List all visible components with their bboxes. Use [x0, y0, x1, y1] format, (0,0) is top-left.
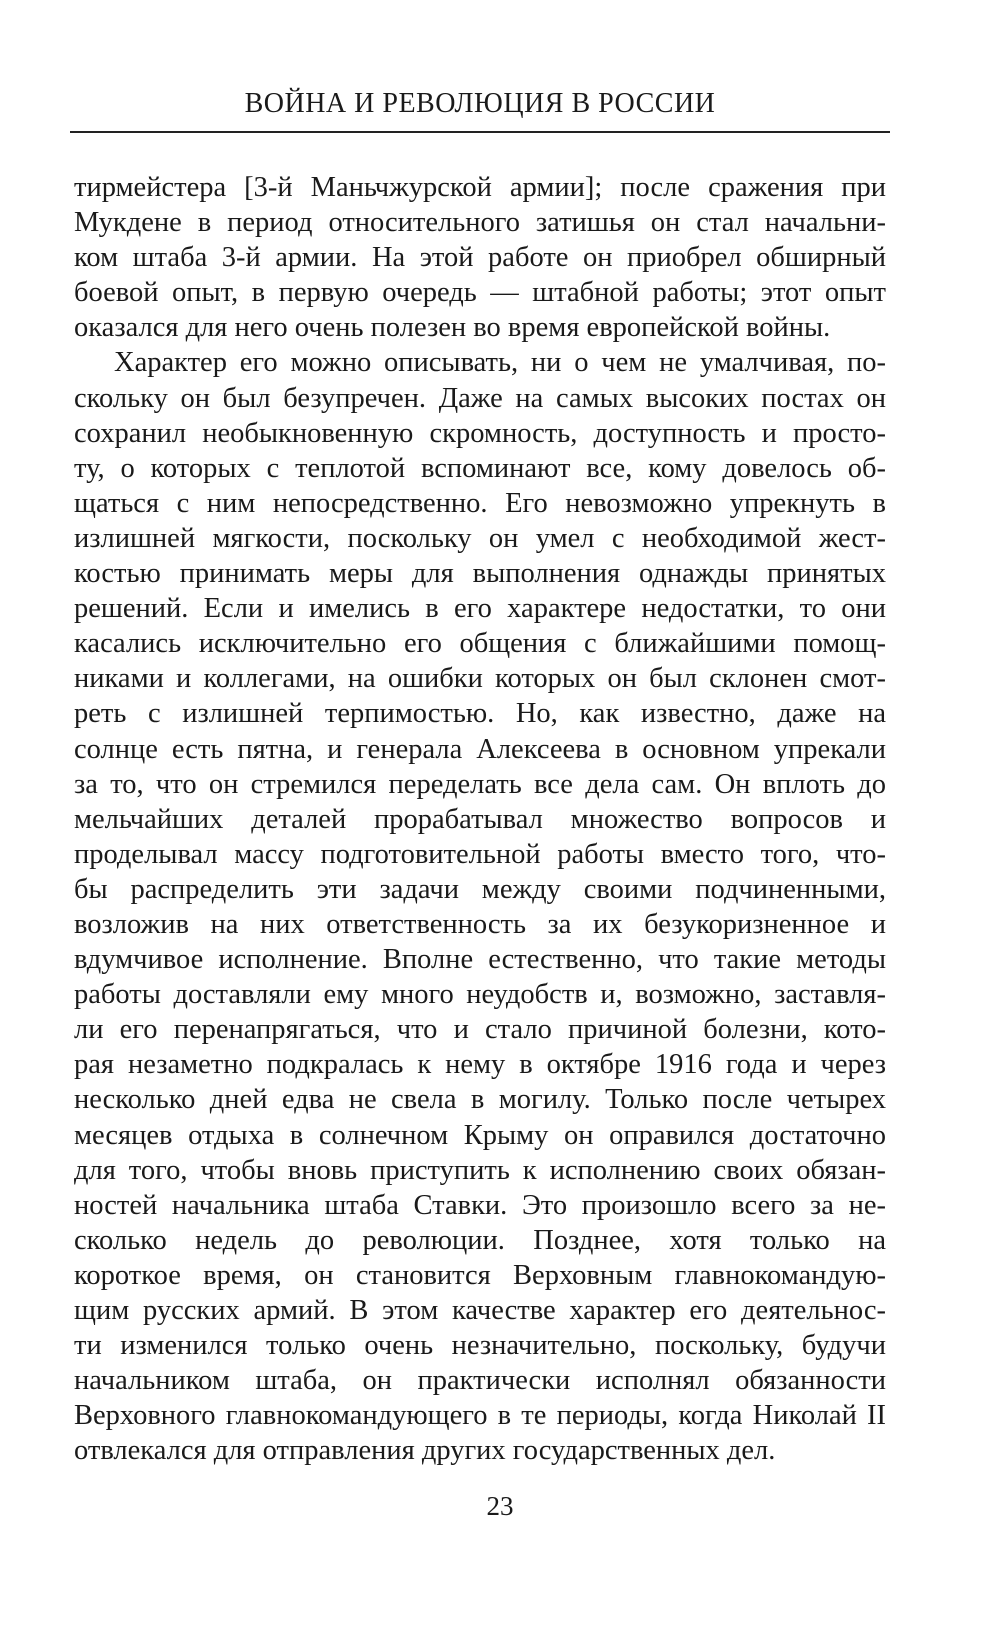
text-line: солнце есть пятна, и генерала Алексеева в основном упрекали — [74, 733, 886, 765]
text-line: ли его перенапрягаться, что и стало причиной болезни, кото- — [74, 1014, 886, 1046]
paragraph-continued — [74, 170, 886, 345]
text-line: месяцев отдыха в солнечном Крыму он оправился достаточно — [74, 1119, 886, 1151]
text-line: для того, чтобы вновь приступить к исполнению своих обязан- — [74, 1154, 886, 1186]
text-line: отвлекался для отправления других государственных дел. — [74, 1435, 776, 1467]
header-rule — [70, 131, 890, 133]
text-line: Мукдене в период относительного затишья он стал начальни- — [74, 207, 886, 239]
text-line: никами и коллегами, на ошибки которых он был склонен смот- — [74, 663, 886, 695]
text-line: бы распределить эти задачи между своими подчиненными, — [74, 873, 886, 905]
text-line: сколько недель до революции. Позднее, хотя только на — [74, 1224, 886, 1256]
running-head: ВОЙНА И РЕВОЛЮЦИЯ В РОССИИ — [244, 88, 716, 119]
text-line: скольку он был безупречен. Даже на самых высоких постах он — [74, 382, 886, 414]
text-line: ком штаба 3-й армии. На этой работе он приобрел обширный — [74, 242, 886, 274]
text-line: возложив на них ответственность за их безукоризненное и — [74, 908, 886, 940]
text-line: начальником штаба, он практически исполнял обязанности — [74, 1365, 886, 1397]
text-line: проделывал массу подготовительной работы вместо того, что- — [74, 838, 886, 870]
text-line: работы доставляли ему много неудобств и, возможно, заставля- — [74, 979, 886, 1011]
text-line: реть с излишней терпимостью. Но, как известно, даже на — [74, 698, 886, 730]
text-line: за то, что он стремился переделать все дела сам. Он вплоть до — [74, 768, 886, 800]
text-line: тирмейстера [3-й Маньчжурской армии]; после сражения при — [74, 172, 886, 203]
text-line: ту, о которых с теплотой вспоминают все, кому довелось об- — [74, 452, 886, 484]
text-line: решений. Если и имелись в его характере недостатки, то они — [74, 593, 886, 625]
text-line: излишней мягкости, поскольку он умел с необходимой жест- — [74, 522, 886, 554]
text-line: вдумчивое исполнение. Вполне естественно, что такие методы — [74, 944, 886, 976]
page-number: 23 — [486, 1491, 514, 1521]
text-line: короткое время, он становится Верховным главнокомандую- — [74, 1259, 886, 1291]
text-line: щаться с ним непосредственно. Его невозможно упрекнуть в — [74, 487, 886, 519]
text-line: Верховного главнокомандующего в те периоды, когда Николай II — [74, 1400, 886, 1432]
text-line: мельчайших деталей прорабатывал множество вопросов и — [74, 803, 886, 835]
text-line: несколько дней едва не свела в могилу. Только после четырех — [74, 1084, 886, 1116]
text-line: костью принимать меры для выполнения однажды принятых — [74, 558, 886, 590]
text-line: сохранил необыкновенную скромность, доступность и просто- — [74, 417, 886, 449]
text-line: боевой опыт, в первую очередь — штабной работы; этот опыт — [74, 277, 886, 309]
text-line: ти изменился только очень незначительно, поскольку, будучи — [74, 1330, 886, 1362]
body-text — [74, 170, 886, 1468]
text-line: Характер его можно описывать, ни о чем не умалчивая, по- — [114, 347, 886, 379]
text-line: ностей начальника штаба Ставки. Это произошло всего за не- — [74, 1189, 886, 1221]
text-line: касались исключительно его общения с ближайшими помощ- — [74, 628, 886, 660]
text-line: щим русских армий. В этом качестве характер его деятельнос- — [74, 1295, 886, 1326]
text-line: оказался для него очень полезен во время европейской войны. — [74, 312, 831, 344]
paragraph-character — [74, 345, 886, 1468]
text-line: рая незаметно подкралась к нему в октябре 1916 года и через — [74, 1049, 886, 1081]
